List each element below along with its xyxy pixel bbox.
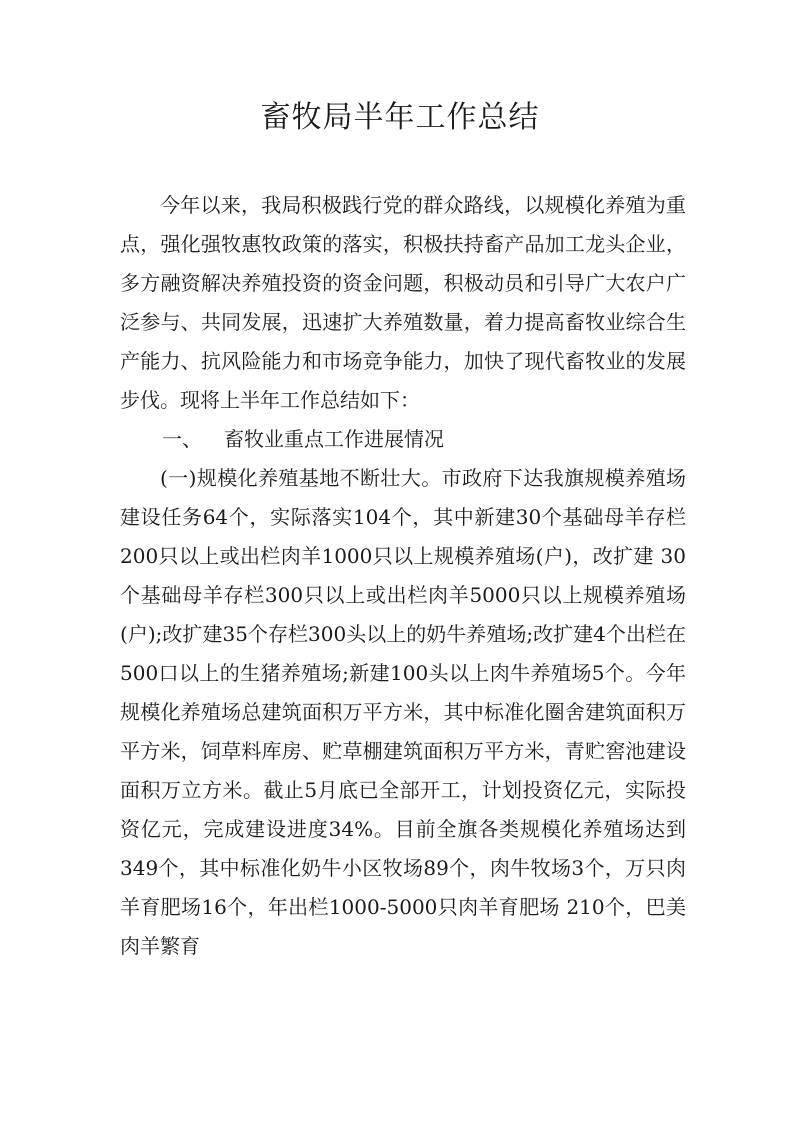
section-heading bbox=[120, 420, 686, 459]
document-body bbox=[120, 186, 686, 966]
document-title: 畜牧局半年工作总结 bbox=[260, 100, 540, 135]
section-number: 一、 bbox=[162, 427, 202, 451]
body-paragraph: (一)规模化养殖基地不断壮大。市政府下达我旗规模养殖场建设任务64个，实际落实104个，其中新建30个基础母羊存栏200只以上或出栏肉羊1000只以上规模养殖场(户)，改扩建 30个基础母羊存栏300只以上或出栏肉羊5000只以上规模养殖场(户);改扩建35个存栏300头以上的奶牛养殖场;改扩建4个出栏在500口以上的生猪养殖场;新建100头以上肉牛养殖场5个。今年规模化养殖场总建筑面积万平方米，其中标准化圈舍建筑面积万平方米，饲草料库房、贮草棚建筑面积万平方米，青贮窖池建设面积万立方米。截止5月底已全部开工，计划投资亿元，实际投资亿元，完成建设进度34%。目前全旗各类规模化养殖场达到349个，其中标准化奶牛小区牧场89个，肉牛牧场3个，万只肉羊育肥场16个，年出栏1000-5000只肉羊育肥场 210个，巴美肉羊繁育 bbox=[120, 466, 686, 958]
section-heading-text: 畜牧业重点工作进展情况 bbox=[224, 427, 444, 451]
intro-paragraph: 今年以来，我局积极践行党的群众路线，以规模化养殖为重点，强化强牧惠牧政策的落实，积极扶持畜产品加工龙头企业，多方融资解决养殖投资的资金问题，积极动员和引导广大农户广泛参与、共同发展，迅速扩大养殖数量，着力提高畜牧业综合生产能力、抗风险能力和市场竞争能力，加快了现代畜牧业的发展步伐。现将上半年工作总结如下： bbox=[120, 193, 686, 412]
